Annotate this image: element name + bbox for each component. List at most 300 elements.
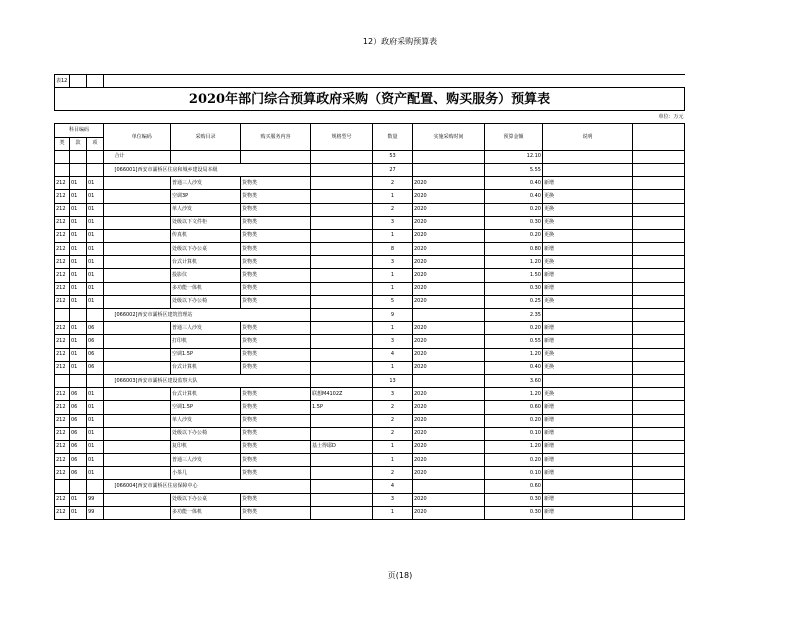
cell-spec: 联想M4102Z (311, 388, 373, 401)
cell-lei: 212 (55, 388, 70, 401)
cell-time: 2020 (413, 414, 485, 427)
cell-lei: 212 (55, 440, 70, 453)
cell-spec (311, 295, 373, 308)
cell-unit-code (114, 454, 171, 467)
cell-amount: 1.20 (485, 348, 543, 361)
cell-catalog: 普通三人沙发 (171, 454, 241, 467)
cell-unit-code (114, 177, 171, 190)
cell-service: 货物类 (241, 322, 311, 335)
cell-amount: 0.80 (485, 243, 543, 256)
budget-table (54, 74, 685, 520)
cell-note: 更换 (543, 190, 633, 203)
table-row (55, 295, 685, 308)
cell-kuan: 06 (70, 454, 87, 467)
cell-amount: 0.60 (485, 401, 543, 414)
cell-catalog: 空调1.5P (171, 348, 241, 361)
table-row (55, 322, 685, 335)
cell-kuan: 01 (70, 282, 87, 295)
table-row (55, 203, 685, 216)
group-amount: 3.60 (485, 374, 543, 387)
table-row (55, 361, 685, 374)
cell-spec (311, 177, 373, 190)
cell-service: 货物类 (241, 506, 311, 519)
cell-qty: 2 (373, 427, 413, 440)
cell-kuan: 01 (70, 243, 87, 256)
cell-qty: 2 (373, 203, 413, 216)
header-xiang: 项 (87, 137, 104, 150)
cell-kuan: 01 (70, 216, 87, 229)
cell-lei: 212 (55, 454, 70, 467)
cell-note: 新增 (543, 335, 633, 348)
cell-note: 更换 (543, 229, 633, 242)
cell-qty: 1 (373, 190, 413, 203)
cell-unit-code (114, 440, 171, 453)
cell-kuan: 06 (70, 440, 87, 453)
cell-note: 新增 (543, 454, 633, 467)
unit-label: 单位：万元 (55, 111, 685, 124)
cell-xiang: 01 (87, 454, 104, 467)
cell-qty: 1 (373, 229, 413, 242)
cell-catalog: 处级以下办公椅 (171, 427, 241, 440)
cell-note: 新增 (543, 440, 633, 453)
cell-kuan: 01 (70, 177, 87, 190)
total-row (55, 150, 685, 163)
cell-amount: 1.50 (485, 269, 543, 282)
cell-xiang: 99 (87, 506, 104, 519)
cell-service: 货物类 (241, 256, 311, 269)
cell-note: 新增 (543, 177, 633, 190)
cell-spec: 1.5P (311, 401, 373, 414)
cell-catalog: 单人沙发 (171, 414, 241, 427)
table-row (55, 401, 685, 414)
cell-qty: 2 (373, 414, 413, 427)
cell-note: 更换 (543, 361, 633, 374)
cell-lei: 212 (55, 269, 70, 282)
cell-amount: 0.55 (485, 335, 543, 348)
group-qty: 4 (373, 480, 413, 493)
cell-unit-code (114, 335, 171, 348)
cell-lei: 212 (55, 282, 70, 295)
cell-kuan: 01 (70, 348, 87, 361)
group-amount: 0.60 (485, 480, 543, 493)
cell-kuan: 01 (70, 493, 87, 506)
cell-amount: 0.30 (485, 282, 543, 295)
cell-time: 2020 (413, 203, 485, 216)
cell-qty: 8 (373, 243, 413, 256)
cell-unit-code (114, 427, 171, 440)
cell-unit-code (114, 401, 171, 414)
cell-amount: 0.20 (485, 322, 543, 335)
cell-amount: 0.20 (485, 454, 543, 467)
cell-time: 2020 (413, 348, 485, 361)
cell-time: 2020 (413, 440, 485, 453)
header-amount: 预算金额 (485, 124, 543, 150)
cell-xiang: 01 (87, 295, 104, 308)
cell-catalog: 小茶几 (171, 467, 241, 480)
cell-unit-code (114, 506, 171, 519)
table-row (55, 414, 685, 427)
group-qty: 13 (373, 374, 413, 387)
cell-catalog: 处级以下办公桌 (171, 243, 241, 256)
cell-unit-code (114, 467, 171, 480)
cell-note: 新增 (543, 322, 633, 335)
cell-amount: 0.40 (485, 190, 543, 203)
cell-kuan: 01 (70, 190, 87, 203)
cell-unit-code (114, 203, 171, 216)
group-amount: 5.55 (485, 163, 543, 176)
table-row (55, 177, 685, 190)
cell-xiang: 06 (87, 361, 104, 374)
cell-qty: 3 (373, 388, 413, 401)
cell-xiang: 01 (87, 190, 104, 203)
cell-service: 货物类 (241, 348, 311, 361)
cell-xiang: 99 (87, 493, 104, 506)
total-qty: 53 (373, 150, 413, 163)
cell-catalog: 处级以下办公桌 (171, 493, 241, 506)
header-lei: 类 (55, 137, 70, 150)
cell-kuan: 01 (70, 203, 87, 216)
table-row (55, 243, 685, 256)
cell-qty: 2 (373, 401, 413, 414)
cell-catalog: 空调3P (171, 190, 241, 203)
cell-service: 货物类 (241, 216, 311, 229)
header-qty: 数量 (373, 124, 413, 150)
cell-amount: 0.30 (485, 216, 543, 229)
cell-note: 新增 (543, 506, 633, 519)
cell-xiang: 01 (87, 177, 104, 190)
cell-lei: 212 (55, 216, 70, 229)
cell-catalog: 台式计算机 (171, 388, 241, 401)
cell-catalog: 传真机 (171, 229, 241, 242)
table-tag: 表12 (55, 75, 70, 88)
cell-lei: 212 (55, 295, 70, 308)
cell-spec (311, 269, 373, 282)
table-row (55, 190, 685, 203)
cell-qty: 1 (373, 361, 413, 374)
table-row (55, 229, 685, 242)
cell-unit-code (114, 322, 171, 335)
cell-xiang: 01 (87, 269, 104, 282)
cell-lei: 212 (55, 203, 70, 216)
table-row (55, 388, 685, 401)
table-row (55, 348, 685, 361)
cell-lei: 212 (55, 493, 70, 506)
cell-lei: 212 (55, 348, 70, 361)
table-title: 2020年部门综合预算政府采购（资产配置、购买服务）预算表 (55, 88, 685, 111)
cell-spec (311, 335, 373, 348)
cell-catalog: 多功能一体机 (171, 282, 241, 295)
cell-note: 更换 (543, 216, 633, 229)
cell-spec (311, 229, 373, 242)
cell-qty: 3 (373, 493, 413, 506)
cell-kuan: 06 (70, 414, 87, 427)
cell-spec (311, 427, 373, 440)
cell-amount: 0.20 (485, 229, 543, 242)
group-name: [066002]西安市灞桥区建筑管理站 (114, 309, 311, 322)
cell-qty: 5 (373, 295, 413, 308)
cell-xiang: 01 (87, 256, 104, 269)
cell-catalog: 台式计算机 (171, 256, 241, 269)
header-catalog: 采购目录 (171, 124, 241, 150)
cell-time: 2020 (413, 388, 485, 401)
cell-time: 2020 (413, 269, 485, 282)
cell-unit-code (114, 493, 171, 506)
cell-xiang: 06 (87, 335, 104, 348)
group-amount: 2.35 (485, 309, 543, 322)
table-row (55, 506, 685, 519)
cell-unit-code (114, 388, 171, 401)
cell-amount: 0.10 (485, 427, 543, 440)
cell-xiang: 01 (87, 282, 104, 295)
cell-unit-code (114, 269, 171, 282)
cell-kuan: 01 (70, 295, 87, 308)
cell-spec (311, 361, 373, 374)
cell-note: 新增 (543, 493, 633, 506)
group-name: [066001]西安市灞桥区住房和城乡建设局本级 (114, 163, 311, 176)
cell-amount: 0.20 (485, 414, 543, 427)
cell-kuan: 06 (70, 401, 87, 414)
cell-catalog: 打印机 (171, 335, 241, 348)
cell-catalog: 普通三人沙发 (171, 177, 241, 190)
cell-service: 货物类 (241, 295, 311, 308)
cell-lei: 212 (55, 243, 70, 256)
cell-service: 货物类 (241, 190, 311, 203)
cell-amount: 0.10 (485, 467, 543, 480)
cell-amount: 0.30 (485, 493, 543, 506)
cell-time: 2020 (413, 454, 485, 467)
cell-amount: 0.30 (485, 506, 543, 519)
group-row (55, 480, 685, 493)
cell-catalog: 复印机 (171, 440, 241, 453)
cell-xiang: 01 (87, 401, 104, 414)
table-row (55, 454, 685, 467)
cell-kuan: 06 (70, 388, 87, 401)
cell-service: 货物类 (241, 401, 311, 414)
cell-spec (311, 322, 373, 335)
cell-xiang: 01 (87, 388, 104, 401)
cell-xiang: 01 (87, 203, 104, 216)
cell-lei: 212 (55, 401, 70, 414)
cell-note: 更换 (543, 256, 633, 269)
cell-unit-code (114, 295, 171, 308)
cell-time: 2020 (413, 295, 485, 308)
total-amount: 12.10 (485, 150, 543, 163)
cell-unit-code (114, 256, 171, 269)
group-row (55, 374, 685, 387)
cell-service: 货物类 (241, 177, 311, 190)
cell-note: 新增 (543, 243, 633, 256)
cell-time: 2020 (413, 177, 485, 190)
cell-time: 2020 (413, 282, 485, 295)
cell-lei: 212 (55, 177, 70, 190)
cell-kuan: 01 (70, 269, 87, 282)
cell-note: 更换 (543, 348, 633, 361)
table-row (55, 427, 685, 440)
cell-unit-code (114, 190, 171, 203)
cell-lei: 212 (55, 467, 70, 480)
cell-qty: 1 (373, 506, 413, 519)
cell-unit-code (114, 348, 171, 361)
header-subject-code: 科目编码 (55, 124, 104, 137)
cell-catalog: 多功能一体机 (171, 506, 241, 519)
cell-spec (311, 454, 373, 467)
cell-time: 2020 (413, 493, 485, 506)
cell-spec (311, 467, 373, 480)
cell-service: 货物类 (241, 269, 311, 282)
cell-xiang: 01 (87, 229, 104, 242)
cell-lei: 212 (55, 190, 70, 203)
cell-catalog: 单人沙发 (171, 203, 241, 216)
cell-qty: 1 (373, 440, 413, 453)
cell-service: 货物类 (241, 493, 311, 506)
cell-unit-code (114, 216, 171, 229)
header-service: 购买服务内容 (241, 124, 311, 150)
cell-xiang: 01 (87, 216, 104, 229)
cell-unit-code (114, 229, 171, 242)
cell-time: 2020 (413, 401, 485, 414)
group-row (55, 163, 685, 176)
header-note: 说明 (543, 124, 633, 150)
cell-time: 2020 (413, 256, 485, 269)
table-row (55, 269, 685, 282)
cell-catalog: 处级以下办公椅 (171, 295, 241, 308)
cell-service: 货物类 (241, 427, 311, 440)
cell-time: 2020 (413, 335, 485, 348)
cell-spec (311, 506, 373, 519)
cell-spec (311, 216, 373, 229)
cell-amount: 1.20 (485, 256, 543, 269)
cell-qty: 3 (373, 216, 413, 229)
cell-catalog: 处级以下文件柜 (171, 216, 241, 229)
cell-time: 2020 (413, 229, 485, 242)
cell-note: 更换 (543, 295, 633, 308)
table-row (55, 216, 685, 229)
cell-kuan: 01 (70, 322, 87, 335)
cell-lei: 212 (55, 506, 70, 519)
cell-time: 2020 (413, 467, 485, 480)
cell-kuan: 06 (70, 427, 87, 440)
cell-unit-code (114, 282, 171, 295)
cell-kuan: 01 (70, 506, 87, 519)
group-name: [066004]西安市灞桥区住房保障中心 (114, 480, 311, 493)
header-unit-code: 单位编码 (114, 124, 171, 150)
cell-time: 2020 (413, 506, 485, 519)
cell-spec (311, 493, 373, 506)
cell-qty: 1 (373, 282, 413, 295)
cell-catalog: 台式计算机 (171, 361, 241, 374)
cell-service: 货物类 (241, 243, 311, 256)
cell-service: 货物类 (241, 440, 311, 453)
cell-lei: 212 (55, 427, 70, 440)
cell-lei: 212 (55, 256, 70, 269)
cell-qty: 3 (373, 335, 413, 348)
table-row (55, 440, 685, 453)
cell-unit-code (114, 243, 171, 256)
cell-service: 货物类 (241, 454, 311, 467)
cell-service: 货物类 (241, 203, 311, 216)
cell-service: 货物类 (241, 414, 311, 427)
cell-service: 货物类 (241, 361, 311, 374)
cell-amount: 0.25 (485, 295, 543, 308)
cell-time: 2020 (413, 361, 485, 374)
page-header: 12）政府采购预算表 (362, 37, 438, 46)
cell-service: 货物类 (241, 229, 311, 242)
cell-time: 2020 (413, 427, 485, 440)
cell-qty: 1 (373, 322, 413, 335)
table-row (55, 282, 685, 295)
cell-unit-code (114, 414, 171, 427)
cell-note: 新增 (543, 414, 633, 427)
cell-spec (311, 203, 373, 216)
cell-amount: 1.20 (485, 388, 543, 401)
cell-amount: 0.40 (485, 177, 543, 190)
cell-xiang: 01 (87, 243, 104, 256)
cell-catalog: 空调1.5P (171, 401, 241, 414)
cell-note: 更换 (543, 203, 633, 216)
cell-time: 2020 (413, 322, 485, 335)
cell-kuan: 01 (70, 335, 87, 348)
cell-note: 新增 (543, 467, 633, 480)
cell-amount: 1.20 (485, 440, 543, 453)
table-row (55, 256, 685, 269)
cell-kuan: 01 (70, 256, 87, 269)
cell-qty: 2 (373, 467, 413, 480)
cell-amount: 0.20 (485, 203, 543, 216)
header-spec: 规格型号 (311, 124, 373, 150)
cell-lei: 212 (55, 322, 70, 335)
cell-note: 新增 (543, 401, 633, 414)
cell-time: 2020 (413, 243, 485, 256)
cell-service: 货物类 (241, 467, 311, 480)
cell-spec (311, 282, 373, 295)
cell-xiang: 01 (87, 467, 104, 480)
cell-xiang: 01 (87, 414, 104, 427)
cell-spec (311, 348, 373, 361)
table-row (55, 467, 685, 480)
cell-spec (311, 256, 373, 269)
cell-spec (311, 190, 373, 203)
cell-service: 货物类 (241, 388, 311, 401)
cell-unit-code (114, 361, 171, 374)
cell-service: 货物类 (241, 282, 311, 295)
total-label: 合计 (114, 150, 171, 163)
cell-qty: 1 (373, 269, 413, 282)
header-time: 实施采购时间 (413, 124, 485, 150)
cell-xiang: 01 (87, 440, 104, 453)
cell-qty: 3 (373, 256, 413, 269)
group-qty: 27 (373, 163, 413, 176)
cell-note: 新增 (543, 282, 633, 295)
table-row (55, 493, 685, 506)
cell-lei: 212 (55, 335, 70, 348)
cell-qty: 2 (373, 177, 413, 190)
cell-qty: 1 (373, 454, 413, 467)
group-row (55, 309, 685, 322)
table-row (55, 335, 685, 348)
cell-catalog: 投影仪 (171, 269, 241, 282)
cell-service: 货物类 (241, 335, 311, 348)
cell-time: 2020 (413, 190, 485, 203)
cell-catalog: 普通三人沙发 (171, 322, 241, 335)
cell-note: 更换 (543, 388, 633, 401)
cell-lei: 212 (55, 414, 70, 427)
cell-qty: 4 (373, 348, 413, 361)
cell-xiang: 06 (87, 348, 104, 361)
group-qty: 9 (373, 309, 413, 322)
group-name: [066003]西安市灞桥区建设监察大队 (114, 374, 311, 387)
cell-note: 新增 (543, 269, 633, 282)
cell-lei: 212 (55, 229, 70, 242)
